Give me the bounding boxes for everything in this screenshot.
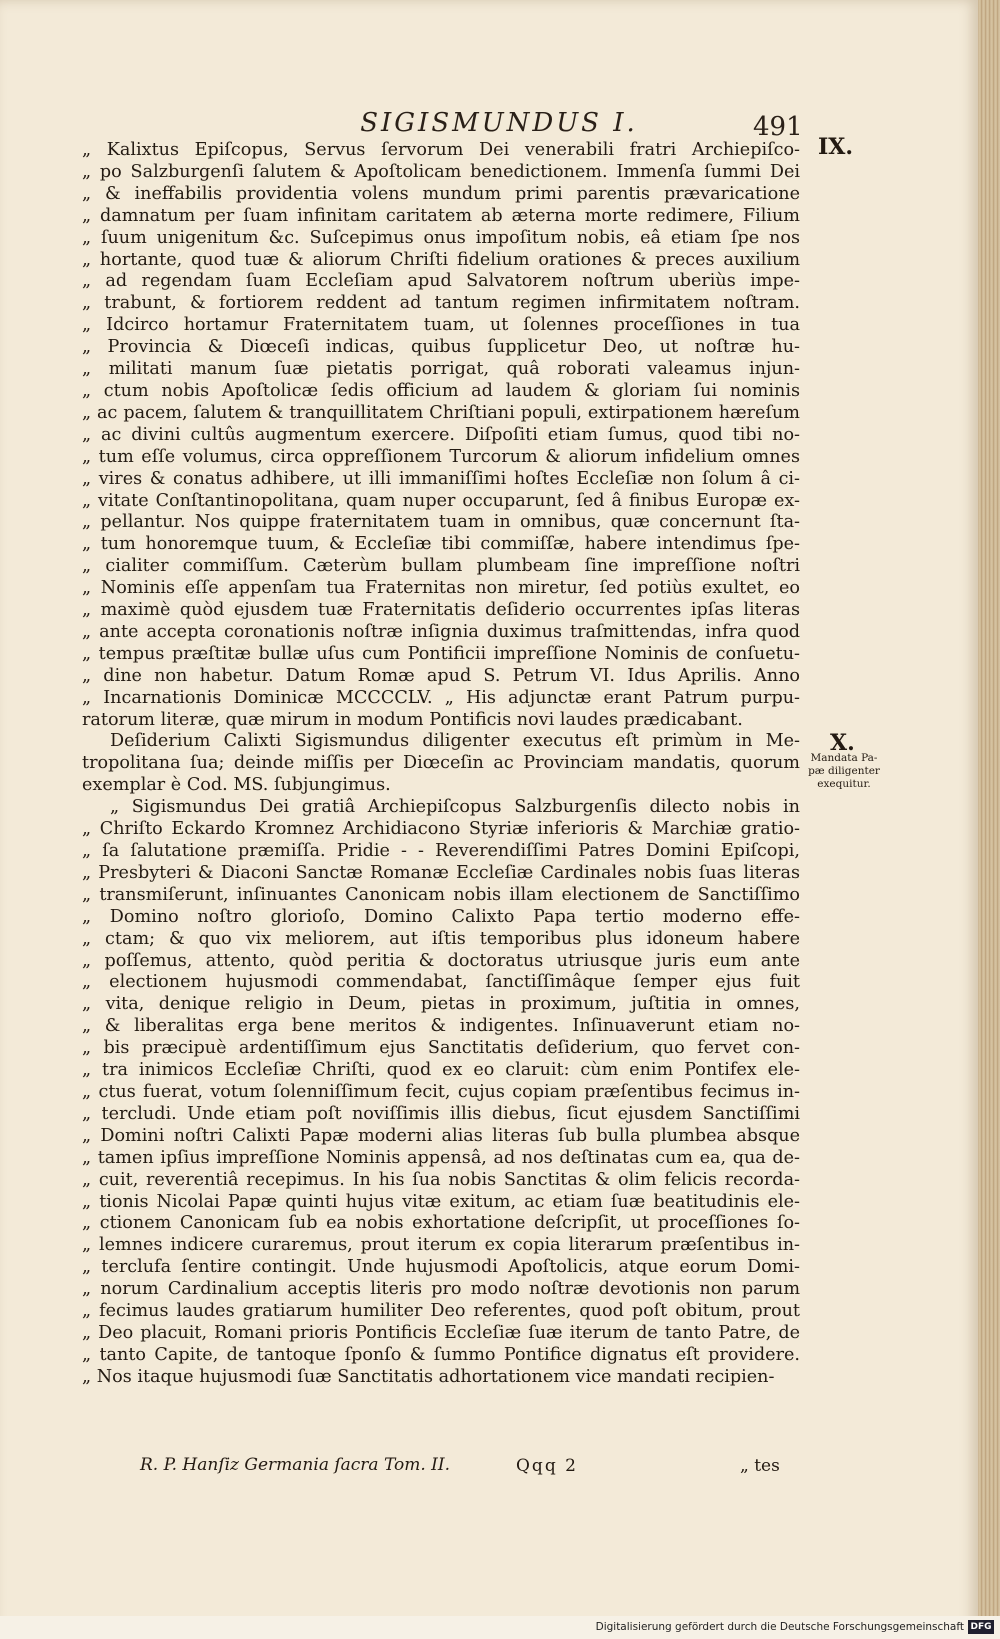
text-line: „ tum eſſe volumus, circa oppreſſionem Turcorum & aliorum infidelium omnes (82, 446, 800, 467)
text-line: „ tum honoremque tuum, & Eccleſiæ tibi commiſſæ, habere intendimus ſpe- (82, 534, 800, 555)
text-line: „ poſſemus, attento, quòd peritia & doctoratus utriusque juris eum ante (82, 950, 800, 971)
text-line: „ vitate Conſtantinopolitana, quam nuper occuparunt, ſed â finibus Europæ ex- (82, 490, 800, 511)
text-line: „ Domino noſtro glorioſo, Domino Calixto Papa tertio moderno effe- (82, 906, 800, 927)
text-line: „ Idcirco hortamur Fraternitatem tuam, ut ſolennes proceſſiones in tua (82, 315, 800, 336)
text-line: „ vita, denique religio in Deum, pietas in proximum, juſtitia in omnes, (82, 994, 800, 1015)
text-line: „ damnatum per ſuam infinitam caritatem ab æterna morte redimere, Filium (82, 205, 800, 226)
signature-mark: Qqq 2 (516, 1456, 578, 1476)
page-edge (978, 0, 1000, 1639)
text-line: exemplar è Cod. MS. ſubjungimus. (82, 775, 391, 796)
text-line: „ ac divini cultûs augmentum exercere. Diſpoſiti etiam ſumus, quod tibi no- (82, 424, 800, 445)
margin-note-line: exequitur. (817, 778, 871, 790)
text-line: „ bis præcipuè ardentiſſimum ejus Sanctitatis deſiderium, quo fervet con- (82, 1038, 800, 1059)
text-line: „ ac pacem, ſalutem & tranquillitatem Chriſtiani populi, extirpationem hæreſum (82, 402, 800, 423)
text-line: „ dine non habetur. Datum Romæ apud S. Petrum VI. Idus Aprilis. Anno (82, 665, 800, 686)
text-line: „ lemnes indicere curaremus, prout iterum ex copia literarum præſentibus in- (82, 1235, 800, 1256)
text-line: „ transmiſerunt, inſinuantes Canonicam nobis illam electionem de Sanctiſſimo (82, 884, 800, 905)
text-line: „ Incarnationis Dominicæ MCCCCLV. „ His adjunctæ erant Patrum purpu- (82, 687, 800, 708)
text-line: „ Nominis eſſe appenſam tua Fraternitas non miretur, ſed potiùs exultet, eo (82, 578, 800, 599)
text-line: „ Kalixtus Epiſcopus, Servus ſervorum Dei venerabili fratri Archiepiſco- (82, 140, 800, 160)
text-line: „ po Salzburgenſi ſalutem & Apoſtolicam benedictionem. Immenſa ſummi Dei (82, 161, 800, 182)
text-line: „ ctam; & quo vix meliorem, aut iſtis temporibus plus idoneum habere (82, 928, 800, 949)
body-text (82, 140, 800, 1389)
margin-note-line: pæ diligenter (808, 765, 880, 777)
text-line: „ hortante, quod tuæ & aliorum Chriſti fidelium orationes & preces auxilium (82, 249, 800, 270)
margin-note-line: Mandata Pa- (810, 752, 878, 764)
text-line: „ tra inimicos Eccleſiæ Chriſti, quod ex eo claruit: cùm enim Pontifex ele- (82, 1060, 800, 1081)
text-line: „ ad regendam ſuam Eccleſiam apud Salvatorem noſtrum uberiùs impe- (82, 271, 800, 292)
text-line: „ ſuum unigenitum &c. Suſcepimus onus impoſitum nobis, eâ etiam ſpe nos (82, 227, 800, 248)
text-line: „ ſa ſalutatione præmiſſa. Pridie - - Reverendiſſimi Patres Domini Epiſcopi, (82, 841, 800, 861)
running-title: SIGISMUNDUS I. (360, 108, 638, 138)
text-line: „ pellantur. Nos quippe fraternitatem tuam in omnibus, quæ concernunt ſta- (82, 512, 800, 533)
text-line: „ trabunt, & fortiorem reddent ad tantum regimen infirmitatem noſtram. (82, 293, 800, 314)
text-line: „ tamen ipſius impreſſione Nominis appensâ, ad nos deſtinatas cum ea, qua de- (82, 1147, 800, 1168)
margin-note (800, 752, 888, 791)
text-line: „ & liberalitas erga bene meritos & indigentes. Inſinuaverunt etiam no- (82, 1016, 800, 1037)
text-line: „ & ineffabilis providentia volens mundum primi parentis prævaricatione (82, 183, 800, 204)
text-line: „ norum Cardinalium acceptis literis pro modo noſtræ devotionis non parum (82, 1279, 800, 1300)
page-number: 491 (753, 112, 803, 142)
text-line: „ electionem hujusmodi commendabat, ſanctiſſimâque ſemper ejus fuit (82, 972, 800, 993)
text-line: „ tercludi. Unde etiam poſt noviſſimis illis diebus, ſicut ejusdem Sanctiſſimi (82, 1103, 800, 1124)
text-line: „ ctionem Canonicam ſub ea nobis exhortatione deſcripſit, ut proceſſiones ſo- (82, 1213, 800, 1234)
text-line: tropolitana ſua; deinde miſſis per Diœceſin ac Provinciam mandatis, quorum (82, 753, 800, 774)
margin-section-ix: IX. (818, 134, 854, 160)
text-line: „ cuit, reverentiâ recepimus. In his ſua nobis Sanctitas & olim felicis recorda- (82, 1169, 800, 1190)
dfg-logo-icon: DFG (968, 1620, 994, 1634)
text-line: „ terclufa ſentire contingit. Unde hujusmodi Apoſtolicis, atque eorum Domi- (82, 1257, 800, 1278)
text-line: „ vires & conatus adhibere, ut illi immaniſſimi hoſtes Eccleſiæ non ſolum â ci- (82, 468, 800, 489)
text-line: „ tionis Nicolai Papæ quinti hujus vitæ exitum, ac etiam ſuæ beatitudinis ele- (82, 1191, 800, 1212)
text-line: „ Deo placuit, Romani prioris Pontificis Eccleſiæ ſuæ iterum de tanto Patre, de (82, 1322, 800, 1343)
text-line: „ ctus fuerat, votum ſolenniſſimum fecit, cujus copiam præſentibus fecimus in- (82, 1081, 800, 1102)
text-line: „ maximè quòd ejusdem tuæ Fraternitatis deſiderio occurrentes ipſas literas (82, 600, 800, 621)
text-line: Deſiderium Calixti Sigismundus diligenter executus eſt primùm in Me- (110, 731, 800, 752)
text-line: „ militati manum ſuæ pietatis porrigat, quâ roborati valeamus injun- (82, 359, 800, 380)
text-line: „ Presbyteri & Diaconi Sanctæ Romanæ Eccleſiæ Cardinales nobis ſuas literas (82, 862, 800, 883)
text-line: „ Nos itaque hujusmodi ſuæ Sanctitatis adhortationem vice mandati recipien- (82, 1366, 775, 1387)
text-line: „ Sigismundus Dei gratiâ Archiepiſcopus Salzburgenſis dilecto nobis in (110, 797, 800, 818)
text-line: „ Chriſto Eckardo Kromnez Archidiacono Styriæ inferioris & Marchiæ gratio- (82, 819, 800, 840)
dfg-credit-text: Digitalisierung gefördert durch die Deutsche Forschungsgemeinschaft (595, 1621, 964, 1633)
text-line: ratorum literæ, quæ mirum in modum Pontificis novi laudes prædicabant. (82, 709, 743, 730)
margin-section-x: X. (830, 730, 855, 756)
text-line: „ tanto Capite, de tantoque ſponſo & ſummo Pontifice dignatus eſt providere. (82, 1344, 800, 1365)
footer-signature: R. P. Hanſiz Germania ſacra Tom. II. (140, 1455, 450, 1475)
text-line: „ Provincia & Diœceſi indicas, quibus ſupplicetur Deo, ut noſtræ hu- (82, 337, 800, 358)
text-line: „ fecimus laudes gratiarum humiliter Deo referentes, quod poſt obitum, prout (82, 1301, 800, 1322)
text-line: „ ctum nobis Apoſtolicæ ſedis officium ad laudem & gloriam ſui nominis (82, 380, 800, 401)
catchword: „ tes (740, 1456, 780, 1476)
text-line: „ cialiter commiſſum. Cæterùm bullam plumbeam ſine impreſſione noſtri (82, 556, 800, 577)
text-line: „ Domini noſtri Calixti Papæ moderni alias literas ſub bulla plumbea absque (82, 1125, 800, 1146)
text-line: „ ante accepta coronationis noſtræ inſignia duximus traſmittendas, infra quod (82, 621, 800, 642)
text-line: „ tempus præſtitæ bullæ uſus cum Pontificii impreſſione Nominis de conſuetu- (82, 643, 800, 664)
